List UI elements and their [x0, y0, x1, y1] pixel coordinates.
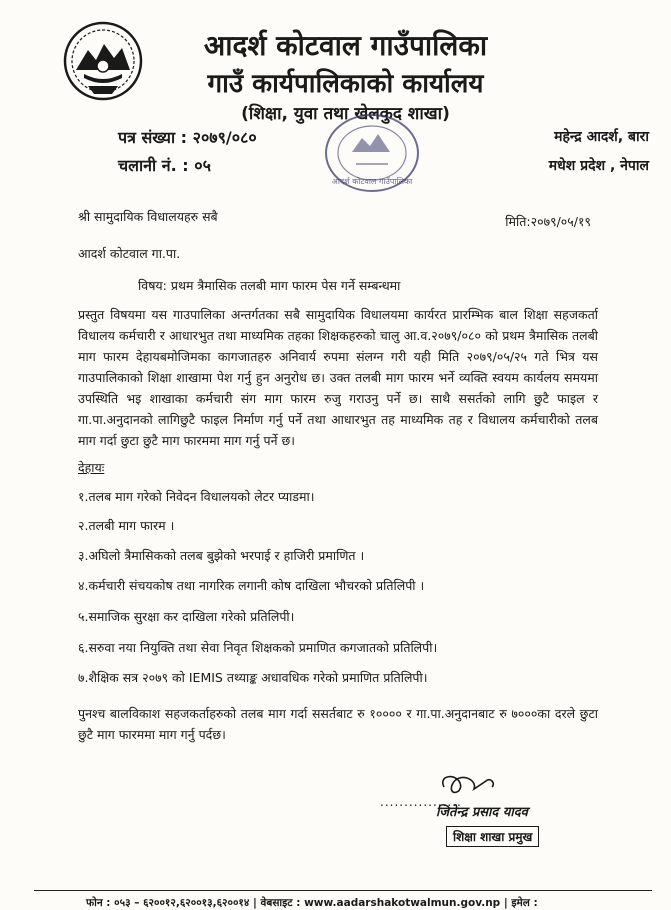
office-title-line3: (शिक्षा, युवा तथा खेलकुद शाखा) [241, 104, 450, 124]
letter-number: पत्र संख्या : २०७९/०८० [118, 128, 257, 147]
location-line2: मधेश प्रदेश , नेपाल [548, 158, 649, 174]
location-line1: महेन्द्र आदर्श, बारा [554, 129, 649, 145]
stamp-text: आदर्श कोटवाल गाउँपालिका [331, 177, 413, 186]
closing-paragraph: पुनश्च बालविकाश सहजकर्ताहरुको तलब माग गर्दा ससर्तबाट रु १०००० र गा.पा.अनुदानबाट रु ७०००का दरले छुटा छुटै माग फारममा माग गर्नु पर्दछ। [78, 706, 598, 742]
office-title-line1: आदर्श कोटवाल गाउँपालिका [203, 29, 488, 62]
footer-divider [34, 890, 652, 891]
list-item: २.तलबी माग फारम । [78, 518, 175, 533]
body-paragraph: प्रस्तुत विषयमा यस गाउपालिका अन्तर्गतका सबै सामुदायिक विधालयमा कार्यरत प्रारम्भिक बाल शिक्षा सहजकर्ता विधालय कर्मचारी र आधारभुत तथा माध्यमिक तहका शिक्षकहरुको चालु आ.व.२०७९/०८० को प्रथम त्रैमासिक तलबी माग फारम देहायबमोजिमका कागजातहरु अनिवार्य रुपमा संलग्न गरी यही मिति २०७९/०५/२५ गते भित्र यस गाउपालिकाको शिक्षा शाखामा पेश गर्नु हुन अनुरोध छ। उक्त तलबी माग फारम भर्ने व्यक्ति स्वयम कार्यलय समयमा उपस्थिति भइ शाखाका कर्मचारी संग माग फारम रुजु गराउनु पर्ने छ। साथै ससर्तको लागि छुटै फाइल र गा.पा.अनुदानको लागिछुटै फाइल निर्माण गर्नु पर्ने तथा आधारभुत तह माध्यमिक तह र विधालय कर्मचारीको तलब माग गर्दा छुटा छुटै माग फारममा माग गर्नु पर्ने छ। [78, 307, 598, 448]
dispatch-number: चलानी नं. : ०५ [118, 156, 211, 175]
signatory-designation: शिक्षा शाखा प्रमुख [446, 826, 539, 847]
addressee-line1: श्री सामुदायिक विधालयहरु सबै [78, 209, 218, 224]
list-item: ५.समाजिक सुरक्षा कर दाखिला गरेको प्रतिलिपी। [78, 609, 295, 624]
footer-contact: फोन : ०५३ – ६२००१२,६२००१३,६२००१४ | वेबसाइट : www.aadarshakotwalmun.gov.np | इमेल : [86, 897, 538, 909]
signatory-name: जितेन्द्र प्रसाद यादव [436, 805, 528, 820]
list-item: १.तलब माग गरेको निवेदन विधालयको लेटर प्याडमा। [78, 489, 315, 504]
list-item: ६.सरुवा नया नियुक्ति तथा सेवा निवृत शिक्षकको प्रमाणित कगजातको प्रतिलिपी। [78, 640, 438, 655]
list-item: ४.कर्मचारी संचयकोष तथा नागरिक लगानी कोष दाखिला भौचरको प्रतिलिपी । [78, 578, 425, 593]
dehay-heading: देहायः [78, 460, 105, 475]
signature-line: ................. [380, 795, 462, 809]
addressee-line2: आदर्श कोटवाल गा.पा. [78, 246, 181, 261]
office-title-line2: गाउँ कार्यपालिकाको कार्यालय [207, 69, 484, 99]
letter-date: मिति:२०७९/०५/१९ [505, 214, 591, 229]
list-item: ७.शैक्षिक सत्र २०७९ को IEMIS तथ्याङ्क अधावधिक गरेको प्रमाणित प्रतिलिपी। [78, 670, 428, 685]
letter-subject: विषय: प्रथम त्रैमासिक तलबी माग फारम पेस गर्ने सम्बन्धमा [138, 278, 401, 293]
list-item: ३.अघिलो त्रैमासिकको तलब बुझेको भरपाई र हाजिरी प्रमाणित । [78, 548, 365, 563]
